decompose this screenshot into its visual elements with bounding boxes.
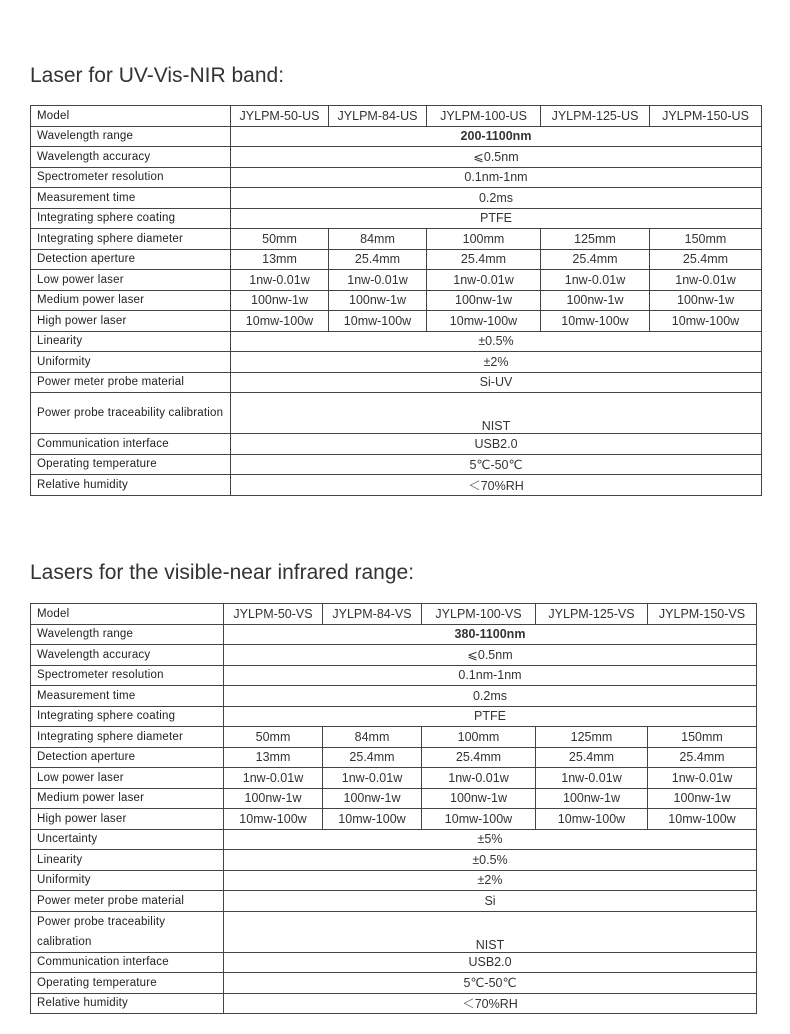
spec-row (31, 393, 762, 434)
spec-value: ±2% (224, 870, 757, 891)
model-header-row (31, 604, 757, 625)
row-label: Integrating sphere coating (31, 706, 224, 727)
spec-value: 25.4mm (329, 249, 427, 270)
spec-value: ＜70%RH (224, 993, 757, 1014)
spec-value: 1nw-0.01w (231, 270, 329, 291)
spec-row (31, 147, 762, 168)
spec-table-body (31, 604, 757, 1014)
spec-row (31, 229, 762, 250)
spec-row (31, 311, 762, 332)
spec-table-uv-vis-nir (30, 105, 762, 496)
spec-value: 25.4mm (536, 747, 648, 768)
spec-row (31, 624, 757, 645)
spec-value: 200-1100nm (231, 126, 762, 147)
row-label: Uniformity (31, 870, 224, 891)
spec-row (31, 372, 762, 393)
spec-value: ±5% (224, 829, 757, 850)
uv-vis-nir-section (30, 64, 762, 496)
spec-value: 1nw-0.01w (323, 768, 422, 789)
spec-value: 25.4mm (541, 249, 650, 270)
row-label: Model (31, 106, 231, 127)
spec-value: 100mm (427, 229, 541, 250)
row-label: Communication interface (31, 434, 231, 455)
row-label: Power meter probe material (31, 372, 231, 393)
spec-value: 1nw-0.01w (541, 270, 650, 291)
spec-row (31, 665, 757, 686)
spec-value: NIST (231, 393, 762, 434)
spec-value: 10mw-100w (427, 311, 541, 332)
spec-row (31, 727, 757, 748)
row-label: High power laser (31, 311, 231, 332)
spec-row (31, 167, 762, 188)
model-name: JYLPM-50-VS (224, 604, 323, 625)
spec-value: 84mm (323, 727, 422, 748)
spec-value: 100nw-1w (650, 290, 762, 311)
spec-value: 100nw-1w (231, 290, 329, 311)
row-label: Integrating sphere diameter (31, 727, 224, 748)
spec-row (31, 126, 762, 147)
spec-value: 25.4mm (422, 747, 536, 768)
spec-row (31, 747, 757, 768)
spec-value: 10mw-100w (648, 809, 757, 830)
section-heading: Lasers for the visible-near infrared range: (30, 561, 415, 584)
spec-value: 1nw-0.01w (329, 270, 427, 291)
spec-value: 10mw-100w (231, 311, 329, 332)
spec-value: 10mw-100w (329, 311, 427, 332)
spec-value: 10mw-100w (650, 311, 762, 332)
row-label: Model (31, 604, 224, 625)
spec-value: 10mw-100w (541, 311, 650, 332)
spec-value: 100nw-1w (536, 788, 648, 809)
spec-row (31, 993, 757, 1014)
spec-row (31, 850, 757, 871)
row-label: Spectrometer resolution (31, 665, 224, 686)
row-label: Power probe traceability calibration (31, 393, 231, 434)
spec-value: 100nw-1w (224, 788, 323, 809)
spec-value: 380-1100nm (224, 624, 757, 645)
row-label: Power probe traceability calibration (31, 911, 224, 952)
spec-value: 100nw-1w (323, 788, 422, 809)
spec-value: PTFE (224, 706, 757, 727)
spec-value: 150mm (648, 727, 757, 748)
spec-row (31, 891, 757, 912)
spec-row (31, 270, 762, 291)
spec-value: PTFE (231, 208, 762, 229)
model-name: JYLPM-150-VS (648, 604, 757, 625)
spec-value: 13mm (231, 249, 329, 270)
row-label: Uniformity (31, 352, 231, 373)
row-label: Linearity (31, 331, 231, 352)
spec-value: 0.2ms (224, 686, 757, 707)
spec-value: 25.4mm (650, 249, 762, 270)
spec-value: ＜70%RH (231, 475, 762, 496)
row-label: Integrating sphere coating (31, 208, 231, 229)
spec-row (31, 768, 757, 789)
spec-value: 100nw-1w (427, 290, 541, 311)
spec-row (31, 454, 762, 475)
spec-value: ⩽0.5nm (224, 645, 757, 666)
row-label: Operating temperature (31, 973, 224, 994)
row-label: Uncertainty (31, 829, 224, 850)
row-label: Wavelength range (31, 126, 231, 147)
spec-value: 100nw-1w (648, 788, 757, 809)
spec-value: 1nw-0.01w (422, 768, 536, 789)
spec-value: 50mm (231, 229, 329, 250)
spec-row (31, 290, 762, 311)
spec-value: 1nw-0.01w (648, 768, 757, 789)
model-name: JYLPM-150-US (650, 106, 762, 127)
spec-value: 0.1nm-1nm (231, 167, 762, 188)
row-label: Operating temperature (31, 454, 231, 475)
spec-value: 25.4mm (323, 747, 422, 768)
row-label: Medium power laser (31, 788, 224, 809)
spec-row (31, 475, 762, 496)
model-name: JYLPM-125-US (541, 106, 650, 127)
model-name: JYLPM-125-VS (536, 604, 648, 625)
spec-value: 125mm (541, 229, 650, 250)
row-label: Wavelength accuracy (31, 147, 231, 168)
spec-value: 10mw-100w (422, 809, 536, 830)
spec-row (31, 911, 757, 952)
spec-value: 1nw-0.01w (650, 270, 762, 291)
spec-value: 10mw-100w (536, 809, 648, 830)
spec-row (31, 645, 757, 666)
spec-value: 150mm (650, 229, 762, 250)
spec-value: ⩽0.5nm (231, 147, 762, 168)
row-label: Wavelength accuracy (31, 645, 224, 666)
spec-table-body (31, 106, 762, 496)
spec-row (31, 208, 762, 229)
spec-value: 10mw-100w (224, 809, 323, 830)
model-name: JYLPM-100-US (427, 106, 541, 127)
spec-value: 5℃-50℃ (231, 454, 762, 475)
spec-value: 0.1nm-1nm (224, 665, 757, 686)
spec-row (31, 706, 757, 727)
spec-table-visible-nir (30, 603, 757, 1014)
spec-row (31, 434, 762, 455)
spec-value: 10mw-100w (323, 809, 422, 830)
row-label: Relative humidity (31, 475, 231, 496)
row-label: Detection aperture (31, 249, 231, 270)
spec-row (31, 788, 757, 809)
spec-row (31, 249, 762, 270)
row-label: Medium power laser (31, 290, 231, 311)
spec-row (31, 870, 757, 891)
model-name: JYLPM-84-VS (323, 604, 422, 625)
row-label: Low power laser (31, 768, 224, 789)
spec-value: 100nw-1w (329, 290, 427, 311)
spec-row (31, 686, 757, 707)
model-name: JYLPM-100-VS (422, 604, 536, 625)
spec-row (31, 809, 757, 830)
spec-value: 100mm (422, 727, 536, 748)
spec-value: 50mm (224, 727, 323, 748)
spec-value: 1nw-0.01w (536, 768, 648, 789)
spec-row (31, 352, 762, 373)
model-header-row (31, 106, 762, 127)
spec-value: 100nw-1w (422, 788, 536, 809)
row-label: Measurement time (31, 188, 231, 209)
spec-value: ±0.5% (224, 850, 757, 871)
row-label: High power laser (31, 809, 224, 830)
spec-value: ±0.5% (231, 331, 762, 352)
spec-value: 84mm (329, 229, 427, 250)
row-label: Linearity (31, 850, 224, 871)
row-label: Measurement time (31, 686, 224, 707)
spec-value: 1nw-0.01w (427, 270, 541, 291)
spec-value: USB2.0 (231, 434, 762, 455)
row-label: Detection aperture (31, 747, 224, 768)
spec-row (31, 188, 762, 209)
spec-row (31, 331, 762, 352)
spec-value: ±2% (231, 352, 762, 373)
model-name: JYLPM-50-US (231, 106, 329, 127)
spec-value: 5℃-50℃ (224, 973, 757, 994)
spec-value: 0.2ms (231, 188, 762, 209)
spec-value: NIST (224, 911, 757, 952)
spec-value: USB2.0 (224, 952, 757, 973)
spec-value: 13mm (224, 747, 323, 768)
spec-value: 125mm (536, 727, 648, 748)
row-label: Integrating sphere diameter (31, 229, 231, 250)
row-label: Relative humidity (31, 993, 224, 1014)
spec-value: 25.4mm (648, 747, 757, 768)
spec-value: 100nw-1w (541, 290, 650, 311)
section-heading: Laser for UV-Vis-NIR band: (30, 64, 285, 87)
row-label: Power meter probe material (31, 891, 224, 912)
visible-nir-section (30, 561, 757, 1014)
spec-value: Si (224, 891, 757, 912)
model-name: JYLPM-84-US (329, 106, 427, 127)
spec-row (31, 952, 757, 973)
row-label: Spectrometer resolution (31, 167, 231, 188)
spec-row (31, 829, 757, 850)
spec-row (31, 973, 757, 994)
spec-value: Si-UV (231, 372, 762, 393)
spec-value: 1nw-0.01w (224, 768, 323, 789)
spec-value: 25.4mm (427, 249, 541, 270)
row-label: Low power laser (31, 270, 231, 291)
row-label: Communication interface (31, 952, 224, 973)
row-label: Wavelength range (31, 624, 224, 645)
